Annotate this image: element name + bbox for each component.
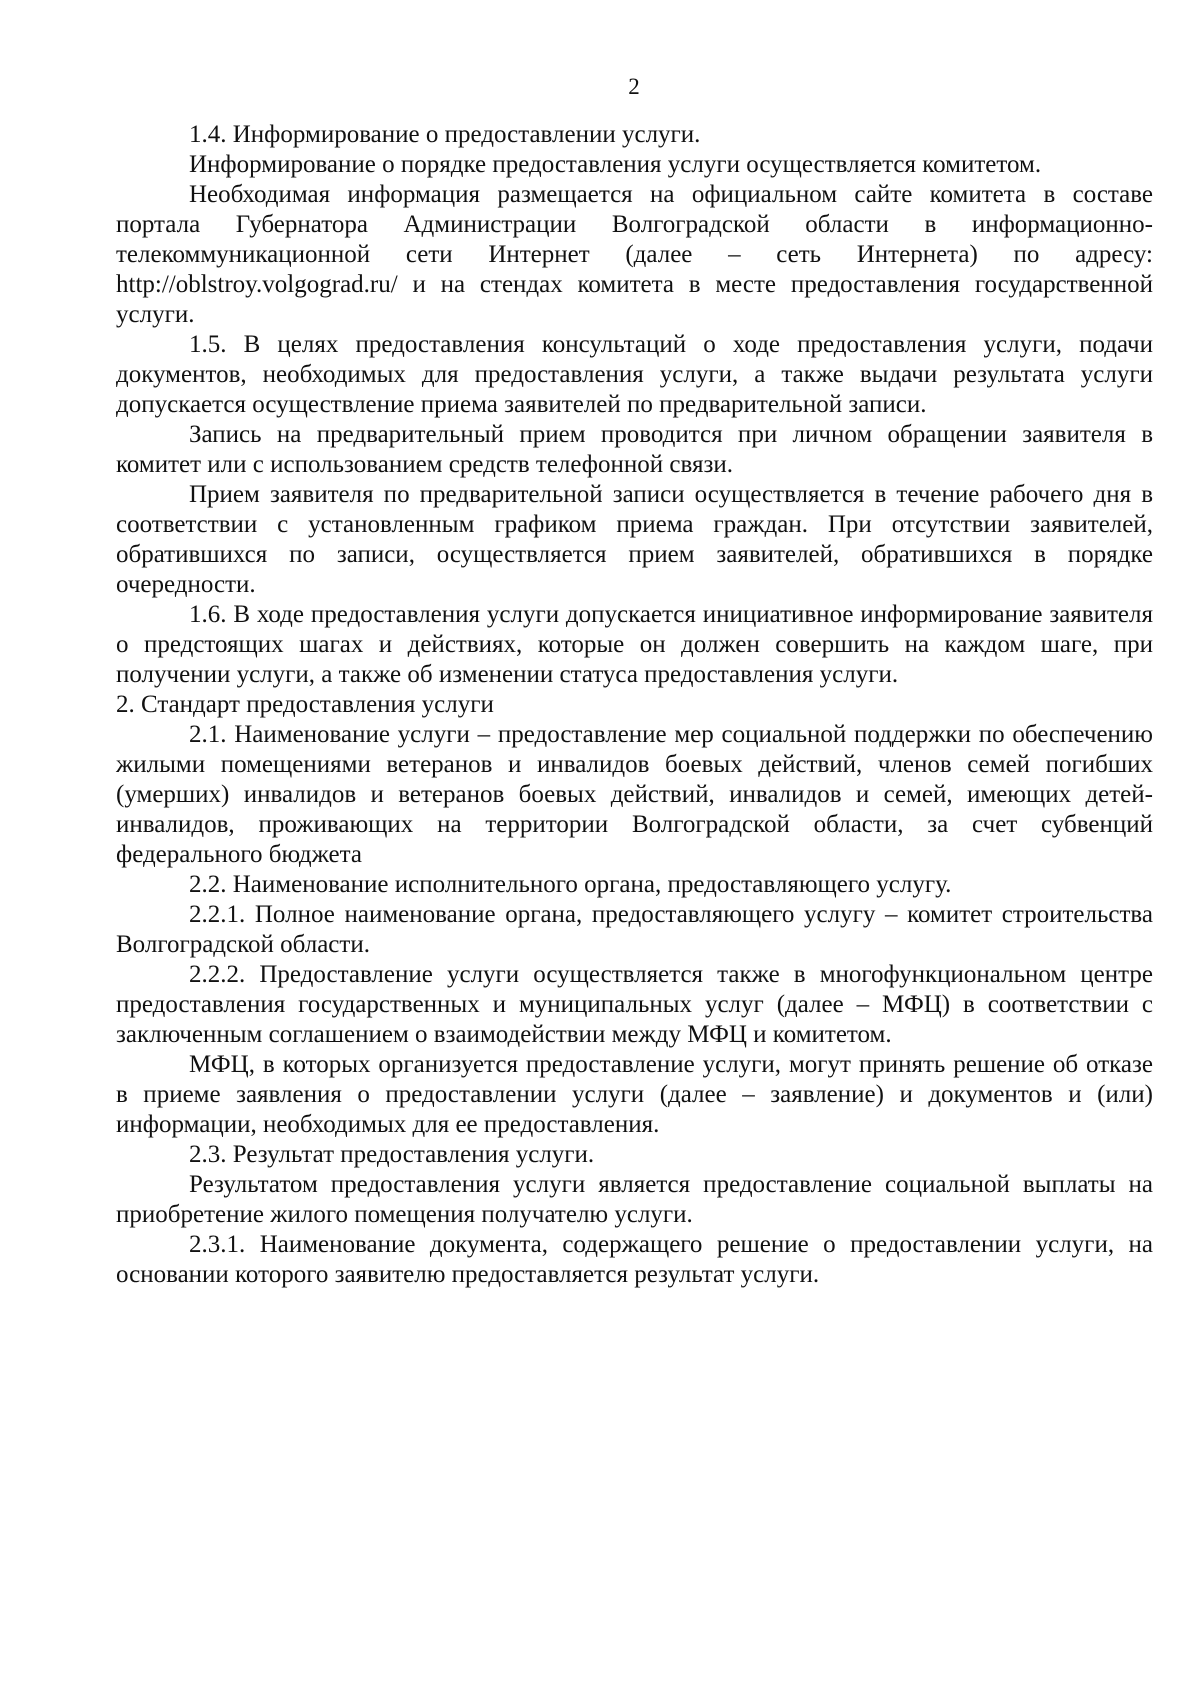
paragraph-2-3: 2.3. Результат предоставления услуги. bbox=[189, 1141, 595, 1168]
paragraph-2-3-1: 2.3.1. Наименование документа, содержащего решение о предоставлении услуги, на основании которого заявителю предоставляется результат услуги. bbox=[116, 1231, 1153, 1288]
paragraph-appointment-reception: Прием заявителя по предварительной записи осуществляется в течение рабочего дня в соответствии с установленным графиком приема граждан. При отсутствии заявителей, обратившихся по записи, осуществляется прием заявителей, обратившихся в порядке очередности. bbox=[116, 481, 1153, 598]
page-number: 2 bbox=[628, 74, 640, 99]
paragraph-info-placement: Необходимая информация размещается на официальном сайте комитета в составе портала Губернатора Администрации Волгоградской области в информационно-телекоммуникационной сети Интернет (далее – сеть Интернета) по адресу: http://oblstroy.volgograd.ru/ и на стендах комитета в месте предоставления государственной услуги. bbox=[116, 181, 1153, 328]
paragraph-1-5: 1.5. В целях предоставления консультаций о ходе предоставления услуги, подачи документов, необходимых для предоставления услуги, а также выдачи результата услуги допускается осуществление приема заявителей по предварительной записи. bbox=[116, 331, 1153, 418]
paragraph-mfc-refusal: МФЦ, в которых организуется предоставление услуги, могут принять решение об отказе в приеме заявления о предоставлении услуги (далее – заявление) и документов и (или) информации, необходимых для ее предоставления. bbox=[116, 1051, 1153, 1138]
document-body bbox=[116, 120, 1153, 1290]
paragraph-2-1: 2.1. Наименование услуги – предоставление мер социальной поддержки по обеспечению жилыми помещениями ветеранов и инвалидов боевых действий, членов семей погибших (умерших) инвалидов и ветеранов боевых действий, инвалидов и семей, имеющих детей-инвалидов, проживающих на территории Волгоградской области, за счет субвенций федерального бюджета bbox=[116, 721, 1153, 868]
paragraph-2-2-2: 2.2.2. Предоставление услуги осуществляется также в многофункциональном центре предоставления государственных и муниципальных услуг (далее – МФЦ) в соответствии с заключенным соглашением о взаимодействии между МФЦ и комитетом. bbox=[116, 961, 1153, 1048]
paragraph-result: Результатом предоставления услуги является предоставление социальной выплаты на приобретение жилого помещения получателю услуги. bbox=[116, 1171, 1153, 1228]
paragraph-2-2-1: 2.2.1. Полное наименование органа, предоставляющего услугу – комитет строительства Волгоградской области. bbox=[116, 901, 1153, 958]
paragraph-2-2: 2.2. Наименование исполнительного органа, предоставляющего услугу. bbox=[189, 871, 952, 898]
paragraph-1-4-heading: 1.4. Информирование о предоставлении услуги. bbox=[189, 121, 701, 148]
paragraph-appointment-booking: Запись на предварительный прием проводится при личном обращении заявителя в комитет или с использованием средств телефонной связи. bbox=[116, 421, 1153, 478]
paragraph-1-6: 1.6. В ходе предоставления услуги допускается инициативное информирование заявителя о предстоящих шагах и действиях, которые он должен совершить на каждом шаге, при получении услуги, а также об изменении статуса предоставления услуги. bbox=[116, 601, 1153, 688]
section-title: 2. Стандарт предоставления услуги bbox=[116, 691, 494, 718]
paragraph-informing-order: Информирование о порядке предоставления услуги осуществляется комитетом. bbox=[189, 151, 1042, 178]
